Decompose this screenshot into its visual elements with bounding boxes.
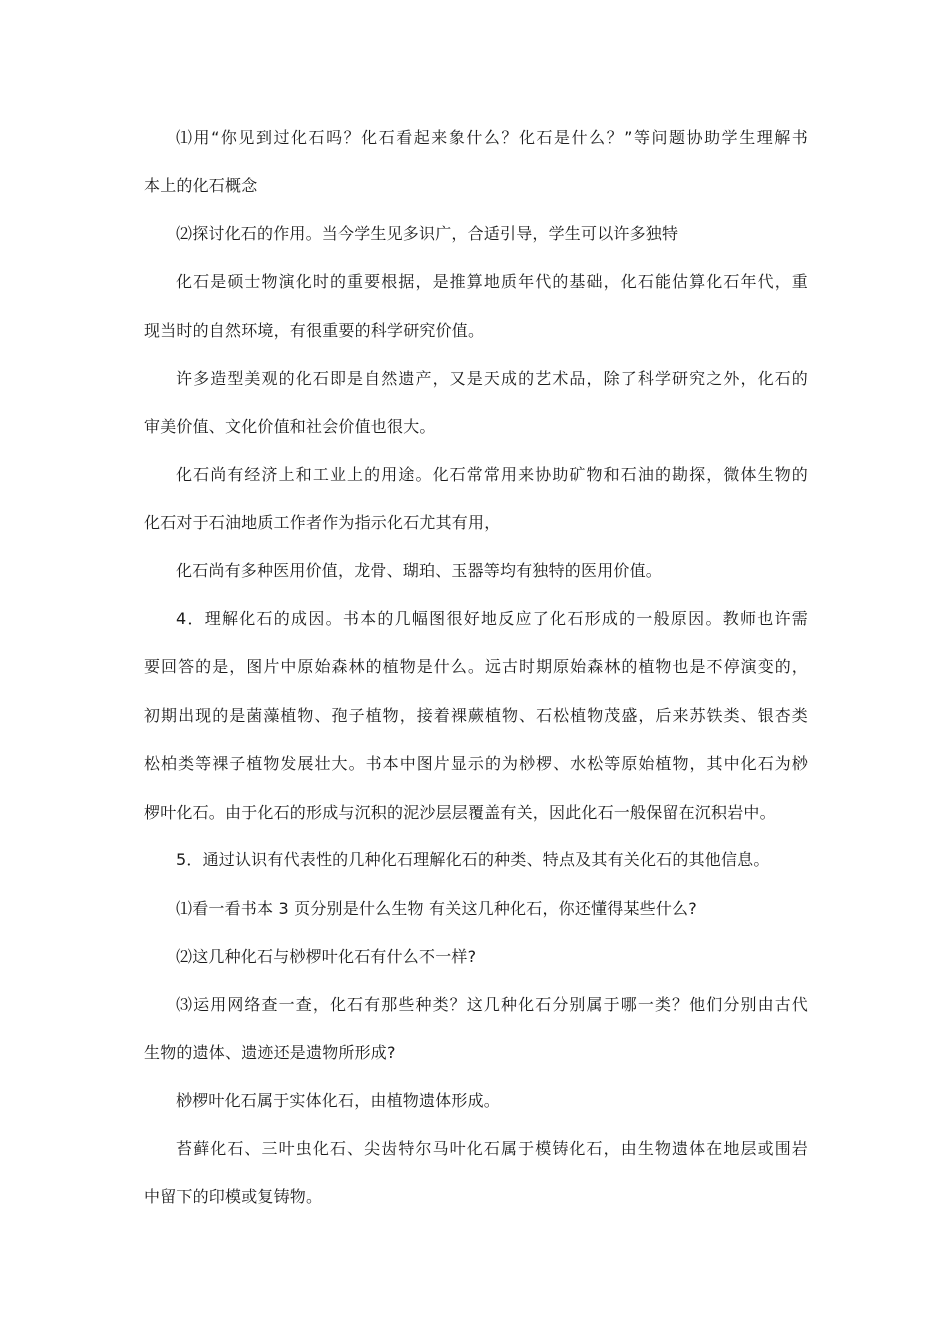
paragraph-line-11: 4．理解化石的成因。书本的几幅图很好地反应了化石形成的一般原因。教师也许需: [176, 609, 808, 628]
paragraph-line-20: 生物的遗体、遗迹还是遗物所形成?: [144, 1043, 396, 1062]
paragraph-line-23: 中留下的印模或复铸物。: [144, 1187, 323, 1206]
paragraph-line-17: ⑴看一看书本 3 页分别是什么生物 有关这几种化石，你还懂得某些什么?: [176, 899, 697, 918]
paragraph-line-22: 苔藓化石、三叶虫化石、尖齿特尔马叶化石属于模铸化石，由生物遗体在地层或围岩: [176, 1139, 808, 1158]
paragraph-line-21: 桫椤叶化石属于实体化石，由植物遗体形成。: [176, 1091, 501, 1110]
paragraph-line-1: ⑴用“你见到过化石吗？化石看起来象什么？化石是什么？”等问题协助学生理解书: [176, 128, 808, 147]
paragraph-line-2: 本上的化石概念: [144, 176, 258, 195]
paragraph-line-3: ⑵探讨化石的作用。当今学生见多识广，合适引导，学生可以许多独特: [176, 224, 679, 243]
paragraph-line-6: 许多造型美观的化石即是自然遗产，又是天成的艺术品，除了科学研究之外，化石的: [176, 369, 808, 388]
paragraph-line-16: 5．通过认识有代表性的几种化石理解化石的种类、特点及其有关化石的其他信息。: [176, 850, 770, 869]
paragraph-line-18: ⑵这几种化石与桫椤叶化石有什么不一样?: [176, 947, 477, 966]
paragraph-line-14: 松柏类等裸子植物发展壮大。书本中图片显示的为桫椤、水松等原始植物，其中化石为桫: [144, 754, 808, 773]
paragraph-line-4: 化石是硕士物演化时的重要根据，是推算地质年代的基础，化石能估算化石年代，重: [176, 272, 808, 291]
paragraph-line-10: 化石尚有多种医用价值，龙骨、瑚珀、玉器等均有独特的医用价值。: [176, 561, 663, 580]
paragraph-line-13: 初期出现的是菌藻植物、孢子植物，接着裸蕨植物、石松植物茂盛，后来苏铁类、银杏类: [144, 706, 808, 725]
paragraph-line-12: 要回答的是，图片中原始森林的植物是什么。远古时期原始森林的植物也是不停演变的，: [144, 657, 808, 676]
paragraph-line-15: 椤叶化石。由于化石的形成与沉积的泥沙层层覆盖有关，因此化石一般保留在沉积岩中。: [144, 803, 776, 822]
paragraph-line-7: 审美价值、文化价值和社会价值也很大。: [144, 417, 436, 436]
paragraph-line-9: 化石对于石油地质工作者作为指示化石尤其有用，: [144, 513, 501, 532]
paragraph-line-19: ⑶运用网络查一查，化石有那些种类？这几种化石分别属于哪一类？他们分别由古代: [176, 995, 808, 1014]
paragraph-line-8: 化石尚有经济上和工业上的用途。化石常常用来协助矿物和石油的勘探，微体生物的: [176, 465, 808, 484]
paragraph-line-5: 现当时的自然环境，有很重要的科学研究价值。: [144, 321, 485, 340]
